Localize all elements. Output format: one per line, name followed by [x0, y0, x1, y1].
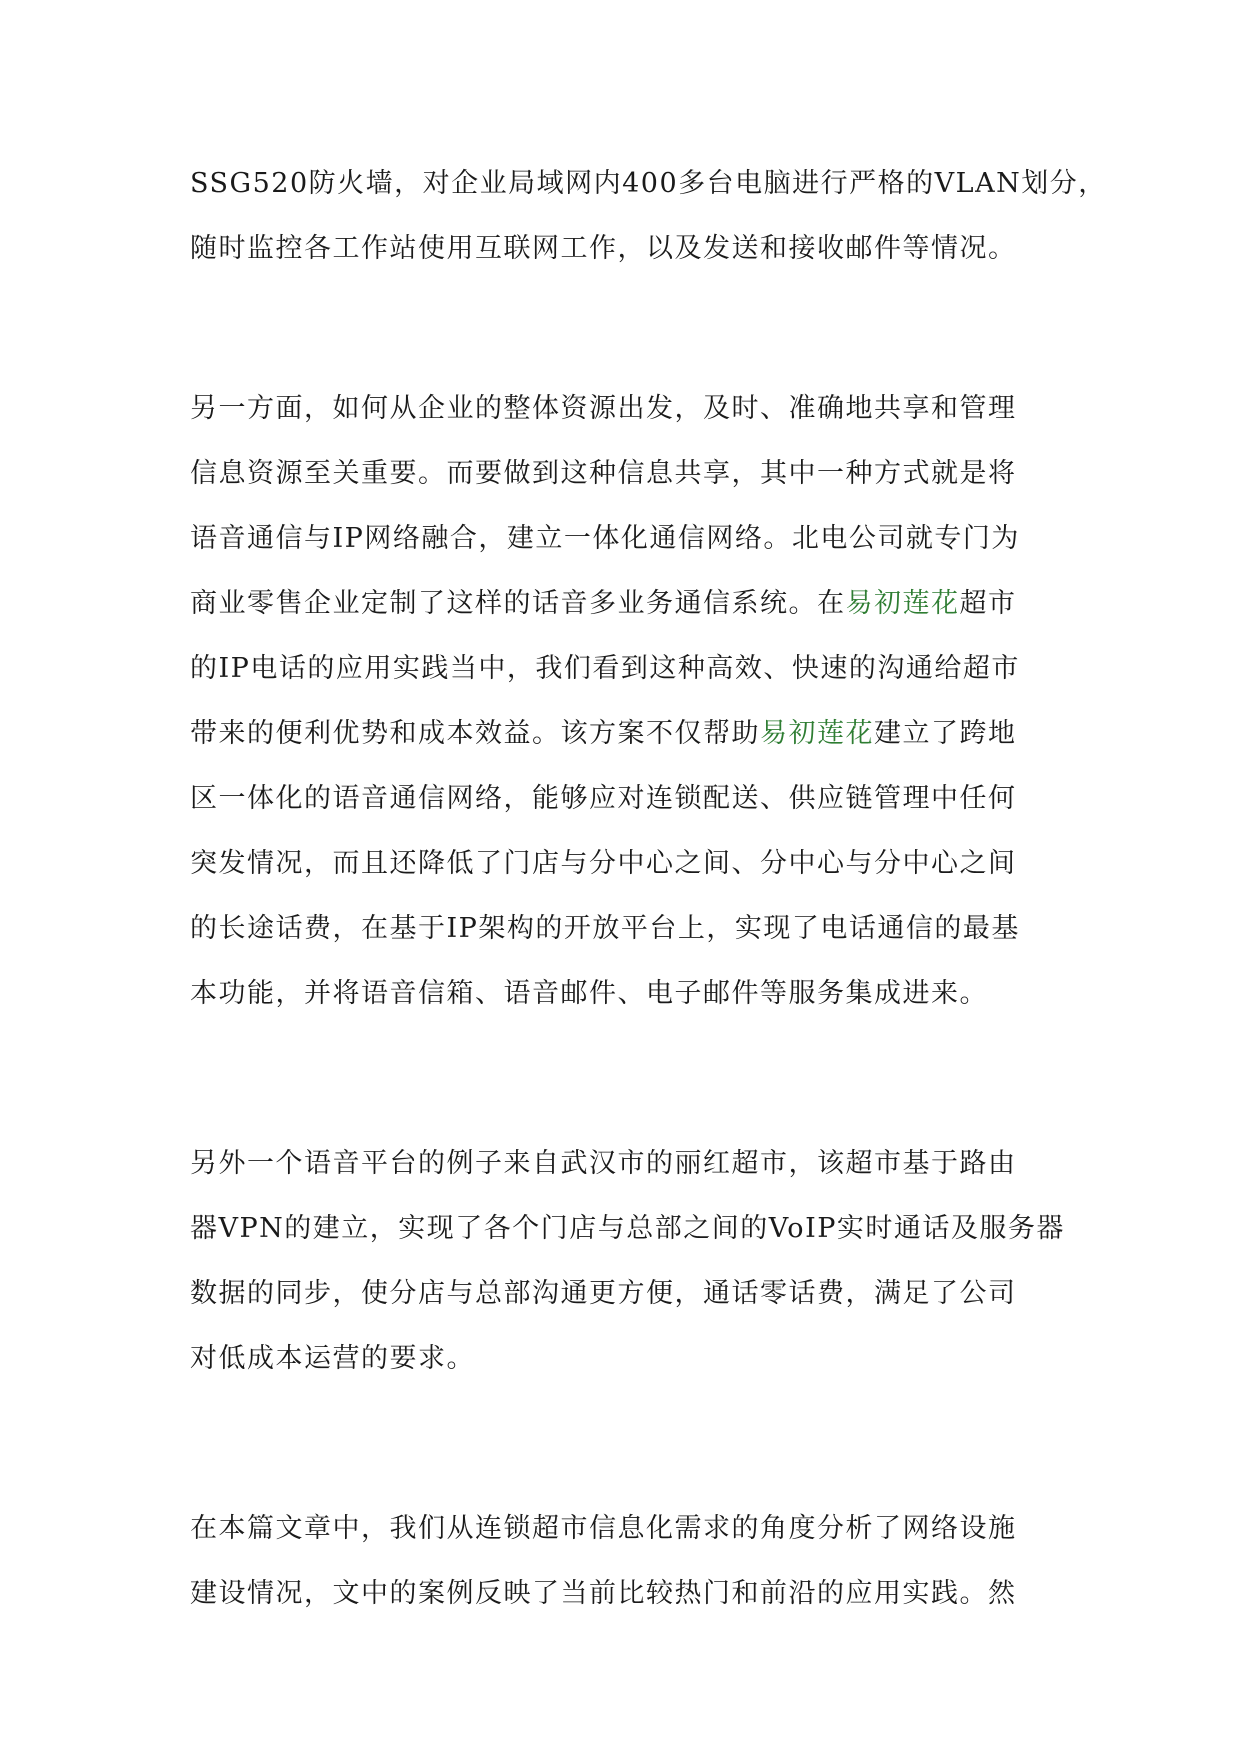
text-line: 对低成本运营的要求。 — [190, 1343, 475, 1374]
text-segment: 建立了跨地 — [874, 718, 1017, 749]
text-line: 的IP电话的应用实践当中，我们看到这种高效、快速的沟通给超市 — [190, 653, 1020, 684]
lotus-link[interactable]: 易初莲花 — [760, 718, 874, 749]
text-line — [190, 701, 1110, 766]
text-line: 区一体化的语音通信网络，能够应对连锁配送、供应链管理中任何 — [190, 783, 1017, 814]
text-line: SSG520防火墙，对企业局域网内400多台电脑进行严格的VLAN划分， — [190, 168, 1107, 199]
text-segment: 超市 — [959, 588, 1017, 619]
text-line: 语音通信与IP网络融合，建立一体化通信网络。北电公司就专门为 — [190, 523, 1020, 554]
text-line: 在本篇文章中，我们从连锁超市信息化需求的角度分析了网络设施 — [190, 1513, 1017, 1544]
text-line: 本功能，并将语音信箱、语音邮件、电子邮件等服务集成进来。 — [190, 978, 988, 1009]
text-line: 随时监控各工作站使用互联网工作，以及发送和接收邮件等情况。 — [190, 233, 1017, 264]
text-line: 建设情况，文中的案例反映了当前比较热门和前沿的应用实践。然 — [190, 1578, 1017, 1609]
paragraph-firewall — [190, 151, 1110, 281]
text-line: 器VPN的建立，实现了各个门店与总部之间的VoIP实时通话及服务器 — [190, 1213, 1065, 1244]
text-line: 的长途话费，在基于IP架构的开放平台上，实现了电话通信的最基 — [190, 913, 1020, 944]
paragraph-voip-example — [190, 1131, 1110, 1391]
text-line — [190, 571, 1110, 636]
lotus-link[interactable]: 易初莲花 — [845, 588, 960, 619]
text-line: 另一方面，如何从企业的整体资源出发，及时、准确地共享和管理 — [190, 393, 1017, 424]
text-line: 另外一个语音平台的例子来自武汉市的丽红超市，该超市基于路由 — [190, 1148, 1017, 1179]
text-segment: 商业零售企业定制了这样的话音多业务通信系统。在 — [190, 588, 846, 619]
paragraph-voice-ip — [190, 376, 1110, 1026]
text-segment: 带来的便利优势和成本效益。该方案不仅帮助 — [190, 718, 760, 749]
text-line: 突发情况，而且还降低了门店与分中心之间、分中心与分中心之间 — [190, 848, 1017, 879]
paragraph-summary — [190, 1496, 1110, 1626]
text-line: 数据的同步，使分店与总部沟通更方便，通话零话费，满足了公司 — [190, 1278, 1017, 1309]
text-line: 信息资源至关重要。而要做到这种信息共享，其中一种方式就是将 — [190, 458, 1017, 489]
